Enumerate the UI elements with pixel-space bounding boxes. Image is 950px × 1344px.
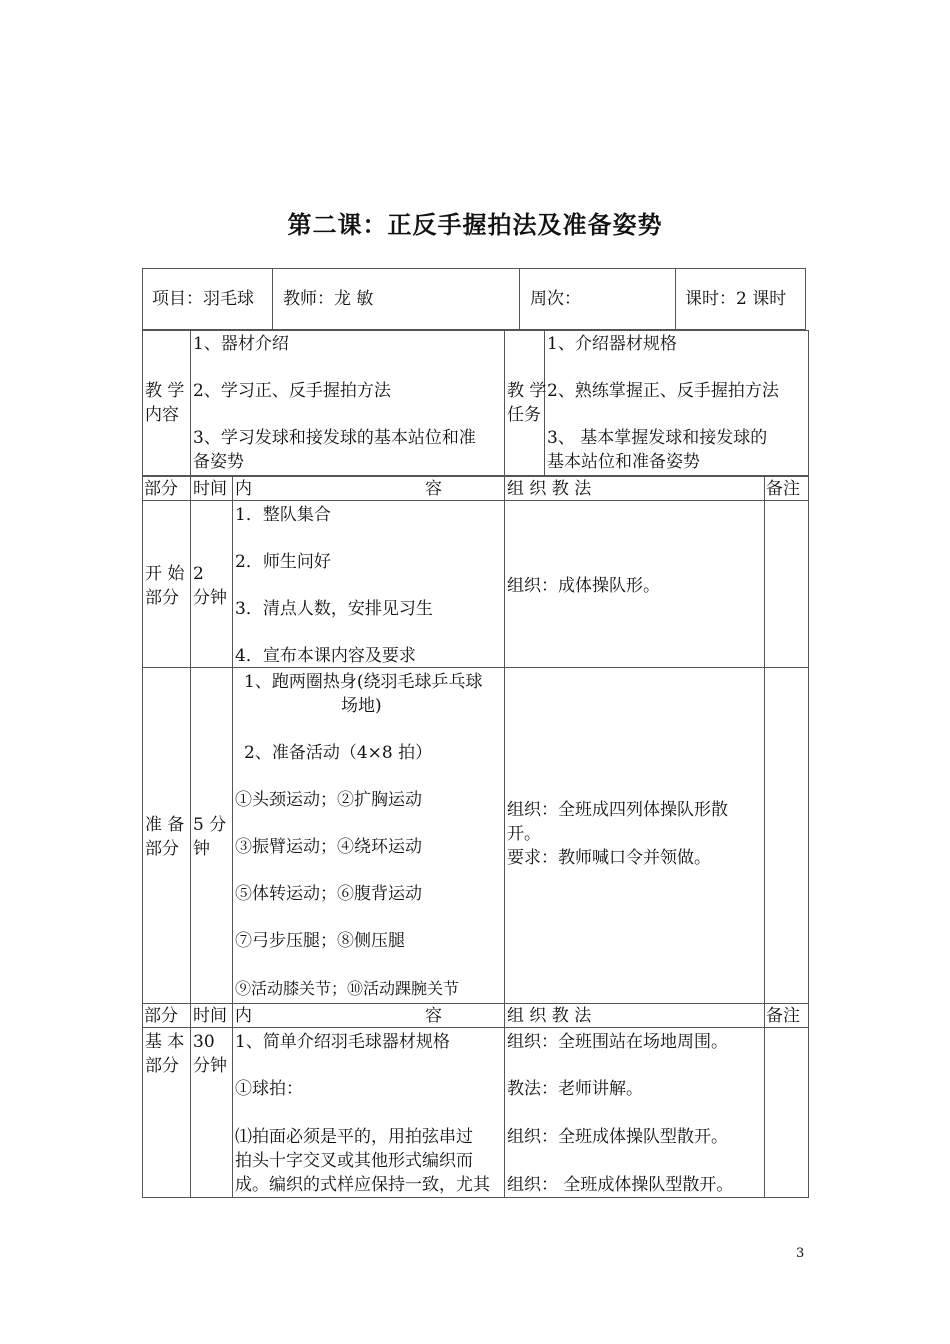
content-item: 备姿势 [193, 452, 244, 472]
teacher-label: 教师：龙 敏 [283, 289, 374, 309]
prep-item: ③振臂运动；④绕环运动 [235, 837, 422, 857]
start-item: 1．整队集合 [235, 505, 331, 525]
col-time: 时间 [193, 1006, 227, 1026]
col-note: 备注 [766, 479, 800, 499]
start-time-1: 2 [193, 564, 204, 584]
start-item: 3．清点人数，安排见习生 [235, 599, 433, 619]
task-item: 2、熟练掌握正、反手握拍方法 [547, 381, 779, 401]
task-item: 1、介绍器材规格 [547, 334, 677, 354]
content-item: 1、器材介绍 [193, 334, 289, 354]
col-part: 部分 [144, 1006, 178, 1026]
prep-part-1: 准 备 [145, 815, 185, 835]
prep-method-2: 开。 [507, 824, 541, 844]
basic-method: 组织：全班成体操队型散开。 [507, 1127, 728, 1147]
basic-method: 组织：全班围站在场地周围。 [507, 1032, 728, 1052]
prep-method-1: 组织：全班成四列体操队形散 [507, 800, 728, 820]
content-label-1: 教 学 [145, 381, 185, 401]
basic-item: ⑴拍面必须是平的，用拍弦串过 [235, 1127, 473, 1147]
start-item: 2．师生问好 [235, 552, 331, 572]
prep-run-1: 1、跑两圈热身(绕羽毛球乒乓球 [244, 672, 483, 692]
start-method: 组织：成体操队形。 [507, 576, 660, 596]
hours-label: 课时：2 课时 [685, 289, 787, 309]
start-item: 4．宣布本课内容及要求 [235, 646, 416, 666]
basic-time-1: 30 [193, 1032, 215, 1052]
prep-method-3: 要求：教师喊口令并领做。 [507, 848, 711, 868]
basic-method: 组织： 全班成体操队型散开。 [507, 1175, 734, 1195]
prep-item: ⑤体转运动；⑥腹背运动 [235, 884, 422, 904]
basic-method: 教法：老师讲解。 [507, 1079, 643, 1099]
task-item: 基本站位和准备姿势 [547, 452, 700, 472]
col-part: 部分 [144, 479, 178, 499]
task-label-2: 任务 [507, 405, 541, 425]
col-content-b: 容 [425, 479, 442, 499]
basic-item: 1、简单介绍羽毛球器材规格 [235, 1032, 450, 1052]
task-item: 3、 基本掌握发球和接发球的 [547, 428, 768, 448]
start-time-2: 分钟 [193, 588, 227, 608]
start-part-2: 部分 [145, 588, 179, 608]
prep-item: ①头颈运动；②扩胸运动 [235, 790, 422, 810]
col-content-a: 内 [235, 1006, 252, 1026]
basic-item: 拍头十字交叉或其他形式编织而 [235, 1151, 473, 1171]
basic-part-1: 基 本 [145, 1032, 185, 1052]
basic-item: ①球拍： [235, 1079, 303, 1099]
col-content-a: 内 [235, 479, 252, 499]
week-label: 周次： [530, 289, 581, 309]
prep-part-2: 部分 [145, 839, 179, 859]
page-number: 3 [796, 1246, 805, 1261]
basic-item: 成。编织的式样应保持一致，尤其 [235, 1175, 490, 1195]
content-item: 2、学习正、反手握拍方法 [193, 381, 391, 401]
col-content-b: 容 [425, 1006, 442, 1026]
lesson-title: 第二课：正反手握拍法及准备姿势 [287, 211, 663, 239]
basic-part-2: 部分 [145, 1056, 179, 1076]
content-item: 3、学习发球和接发球的基本站位和准 [193, 428, 476, 448]
basic-time-2: 分钟 [193, 1056, 227, 1076]
prep-item: ⑦弓步压腿；⑧侧压腿 [235, 931, 405, 951]
col-method: 组 织 教 法 [507, 1006, 592, 1026]
prep-item: 2、准备活动（4×8 拍） [244, 743, 433, 763]
prep-time-2: 钟 [193, 839, 210, 859]
col-note: 备注 [766, 1006, 800, 1026]
start-part-1: 开 始 [145, 564, 185, 584]
prep-run-2: 场地) [341, 696, 382, 716]
content-label-2: 内容 [145, 405, 179, 425]
col-time: 时间 [193, 479, 227, 499]
prep-time-1: 5 分 [193, 815, 227, 835]
project-label: 项目：羽毛球 [152, 289, 254, 309]
task-label-1: 教 学 [507, 381, 547, 401]
prep-item: ⑨活动膝关节；⑩活动踝腕关节 [235, 979, 460, 998]
col-method: 组 织 教 法 [507, 479, 592, 499]
